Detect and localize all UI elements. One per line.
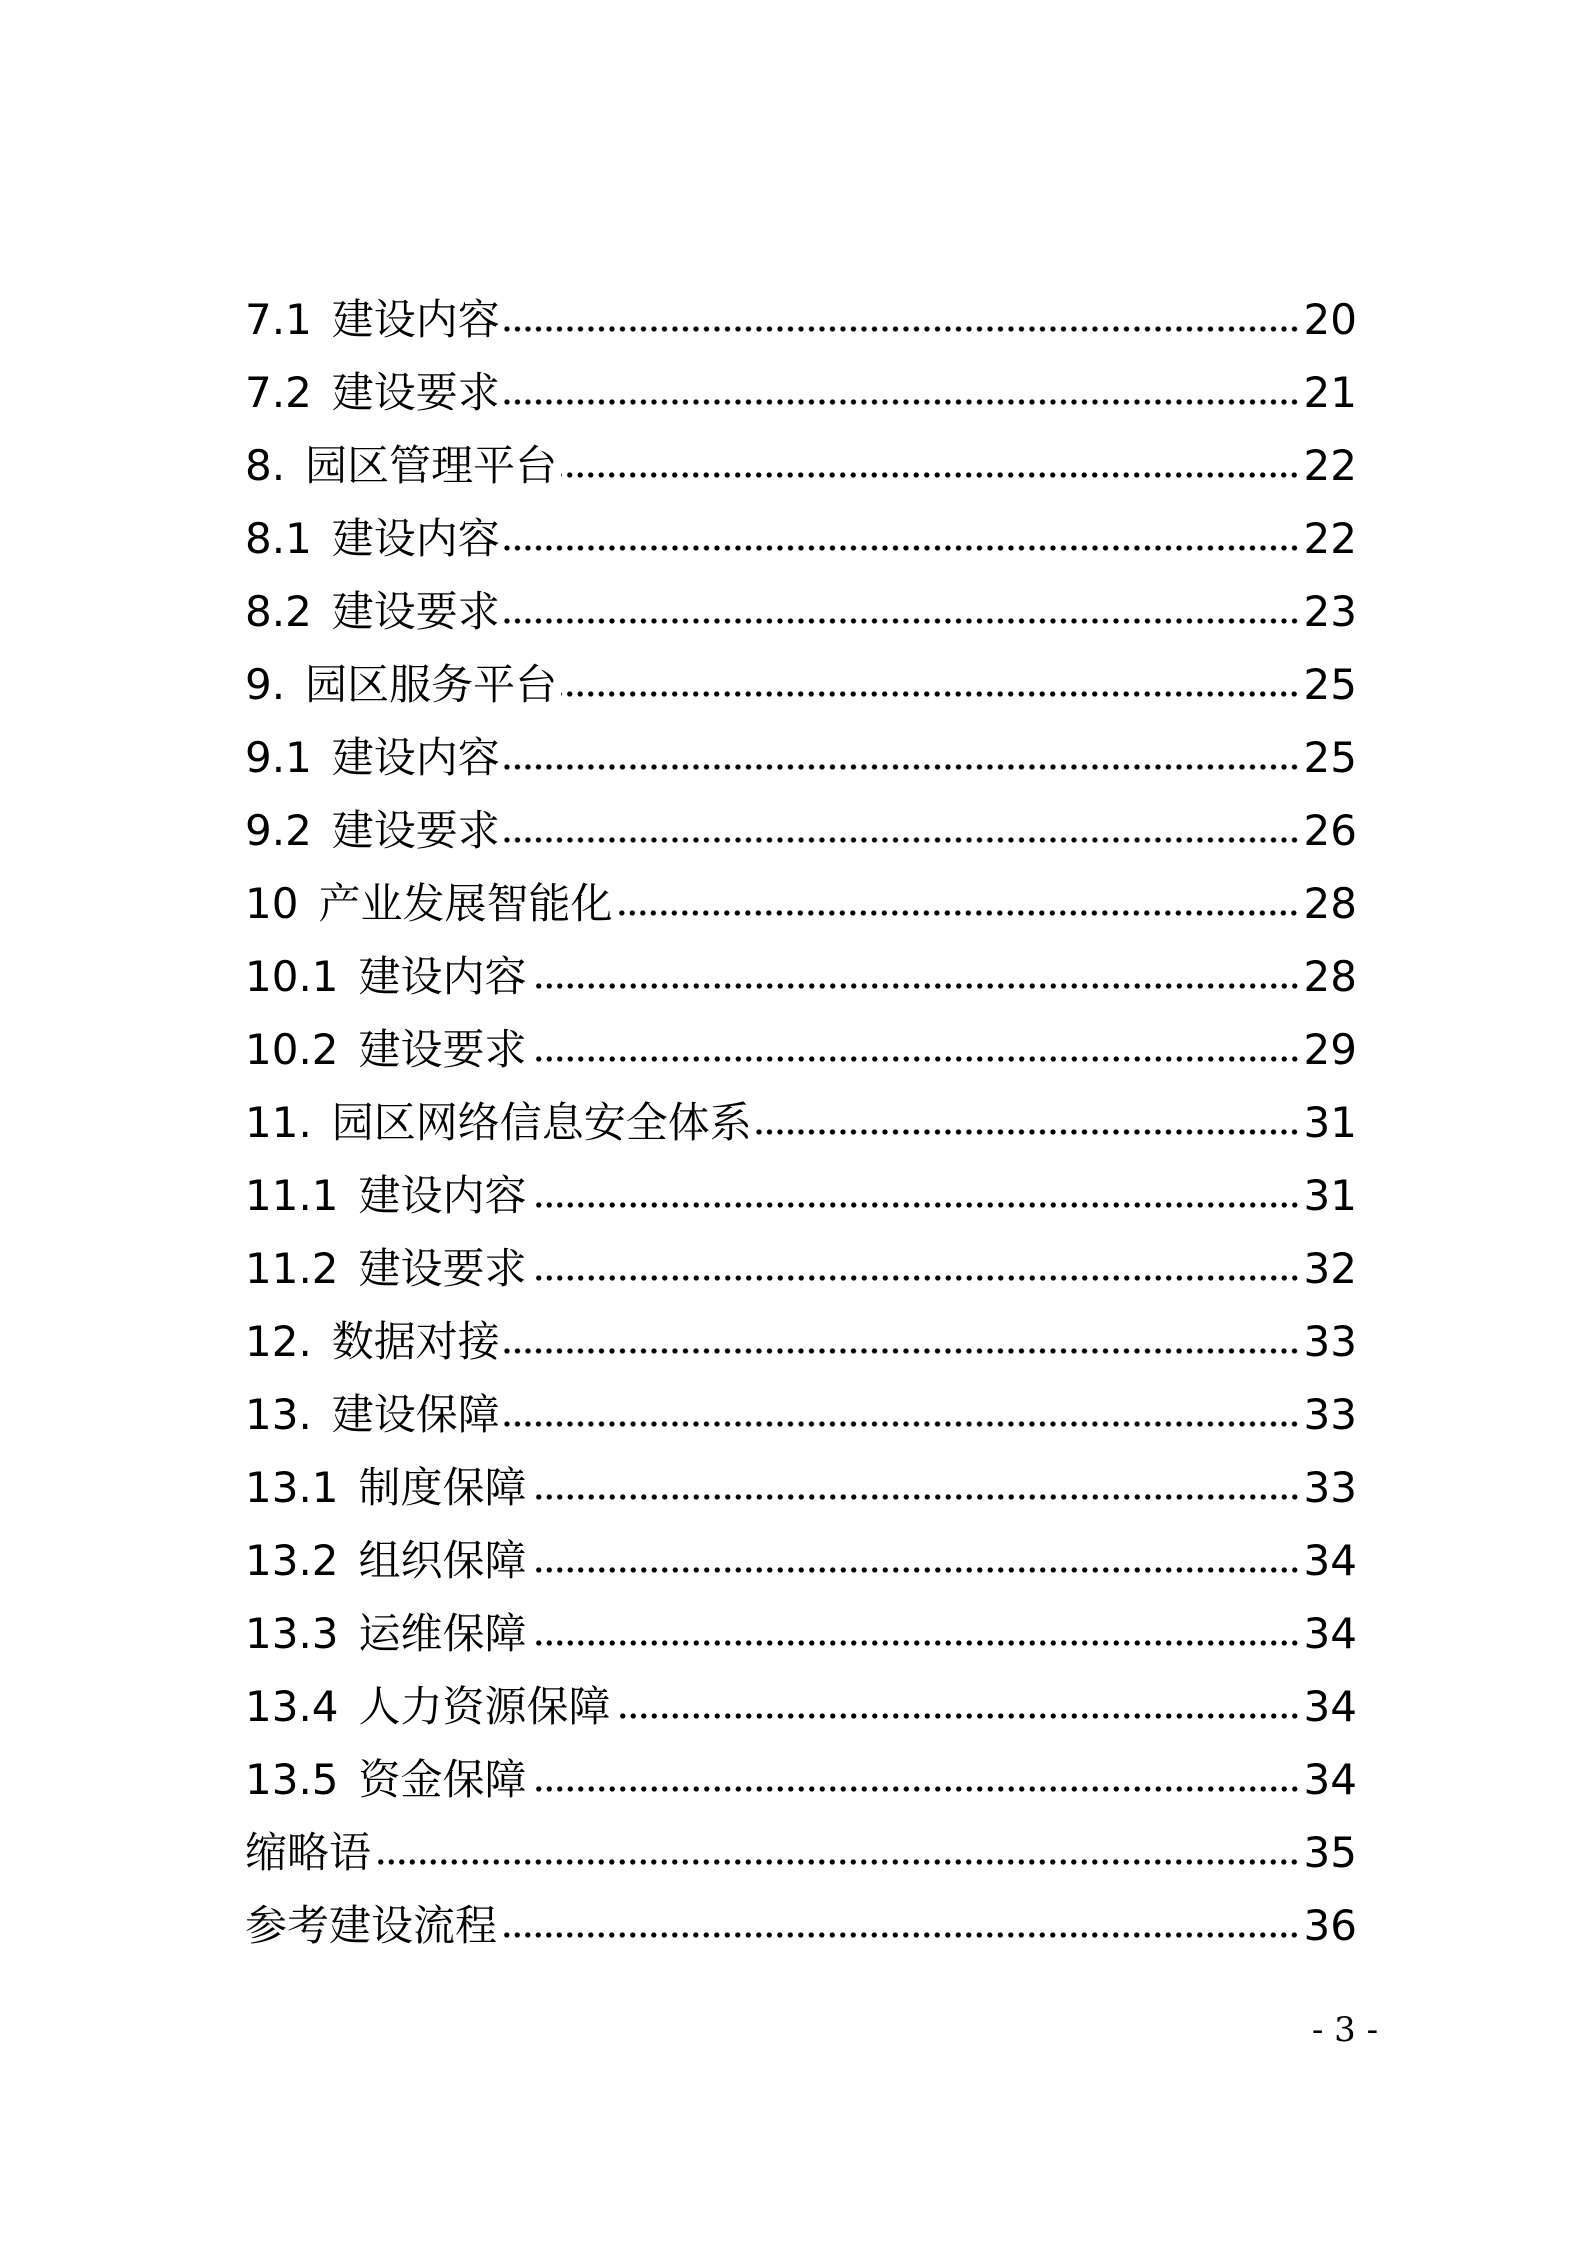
toc-entry-number: 9.2: [245, 806, 312, 855]
toc-entry-page: 35: [1303, 1828, 1357, 1877]
toc-entry-title: 缩略语: [245, 1828, 372, 1877]
toc-entry-page: 22: [1303, 441, 1357, 490]
dot-leader: [504, 1336, 1300, 1356]
toc-entry-title: 组织保障: [358, 1536, 527, 1585]
dot-leader: [531, 971, 1300, 991]
toc-entry[interactable]: [245, 721, 1357, 794]
toc-entry-number: 10.1: [245, 952, 339, 1001]
toc-entry-title: 建设要求: [358, 1025, 527, 1074]
toc-entry-title: 建设内容: [331, 514, 500, 563]
toc-entry-page: 34: [1303, 1536, 1357, 1585]
toc-entry-number: 13.5: [245, 1755, 339, 1804]
dot-leader: [616, 898, 1299, 918]
toc-entry-page: 21: [1303, 368, 1357, 417]
dot-leader: [531, 1482, 1300, 1502]
toc-entry-number: 9.: [245, 660, 286, 709]
toc-entry-number: 13.4: [245, 1682, 339, 1731]
toc-entry[interactable]: [245, 356, 1357, 429]
toc-entry[interactable]: [245, 429, 1357, 502]
toc-entry-title: 建设保障: [331, 1390, 500, 1439]
dot-leader: [504, 1409, 1300, 1429]
toc-entry-page: 25: [1303, 733, 1357, 782]
toc-entry-title: 建设要求: [331, 806, 500, 855]
dot-leader: [504, 314, 1300, 334]
toc-entry-page: 32: [1303, 1244, 1357, 1293]
dot-leader: [756, 1117, 1300, 1137]
toc-entry-page: 33: [1303, 1317, 1357, 1366]
toc-entry-title: 建设内容: [358, 1171, 527, 1220]
toc-entry-page: 31: [1303, 1098, 1357, 1147]
toc-entry[interactable]: [245, 867, 1357, 940]
toc-entry-page: 22: [1303, 514, 1357, 563]
toc-entry-title: 园区管理平台: [305, 441, 558, 490]
toc-entry-number: 10: [245, 879, 299, 928]
toc-entry-page: 36: [1303, 1901, 1357, 1950]
table-of-contents: [245, 283, 1357, 1962]
toc-entry-number: 8.2: [245, 587, 312, 636]
dot-leader: [504, 387, 1300, 407]
toc-entry-number: 13.1: [245, 1463, 339, 1512]
dot-leader: [615, 1701, 1300, 1721]
toc-entry-page: 31: [1303, 1171, 1357, 1220]
toc-entry[interactable]: [245, 1743, 1357, 1816]
toc-entry-number: 13.: [245, 1390, 312, 1439]
toc-entry-number: 13.3: [245, 1609, 339, 1658]
toc-entry-page: 34: [1303, 1609, 1357, 1658]
toc-entry-page: 33: [1303, 1463, 1357, 1512]
dot-leader: [504, 533, 1300, 553]
toc-entry[interactable]: [245, 575, 1357, 648]
toc-entry[interactable]: [245, 502, 1357, 575]
toc-entry-number: 9.1: [245, 733, 312, 782]
toc-entry-title: 参考建设流程: [245, 1901, 498, 1950]
page-number: - 3 -: [1311, 2010, 1379, 2050]
toc-entry-title: 建设要求: [331, 368, 500, 417]
toc-entry-title: 建设要求: [331, 587, 500, 636]
toc-entry-page: 34: [1303, 1682, 1357, 1731]
toc-entry[interactable]: [245, 1159, 1357, 1232]
toc-entry-title: 资金保障: [358, 1755, 527, 1804]
toc-entry[interactable]: [245, 940, 1357, 1013]
toc-entry-title: 建设内容: [331, 733, 500, 782]
dot-leader: [531, 1190, 1300, 1210]
toc-entry-number: 7.2: [245, 368, 312, 417]
dot-leader: [561, 460, 1299, 480]
toc-entry[interactable]: [245, 648, 1357, 721]
toc-entry-title: 人力资源保障: [358, 1682, 611, 1731]
dot-leader: [531, 1774, 1300, 1794]
toc-entry-page: 33: [1303, 1390, 1357, 1439]
dot-leader: [531, 1263, 1300, 1283]
toc-entry[interactable]: [245, 1524, 1357, 1597]
toc-entry-page: 25: [1303, 660, 1357, 709]
toc-entry-title: 数据对接: [331, 1317, 500, 1366]
toc-entry[interactable]: [245, 1670, 1357, 1743]
toc-entry-title: 建设要求: [358, 1244, 527, 1293]
dot-leader: [531, 1555, 1300, 1575]
toc-entry[interactable]: [245, 1305, 1357, 1378]
toc-entry-number: 8.: [245, 441, 286, 490]
toc-entry-title: 制度保障: [358, 1463, 527, 1512]
dot-leader: [561, 679, 1299, 699]
toc-entry[interactable]: [245, 1378, 1357, 1451]
dot-leader: [504, 825, 1300, 845]
toc-entry-number: 11.: [245, 1098, 312, 1147]
toc-entry-page: 20: [1303, 295, 1357, 344]
toc-entry-number: 11.1: [245, 1171, 339, 1220]
toc-entry-title: 园区网络信息安全体系: [331, 1098, 752, 1147]
toc-entry[interactable]: [245, 1889, 1357, 1962]
toc-entry-page: 26: [1303, 806, 1357, 855]
toc-entry-title: 产业发展智能化: [318, 879, 613, 928]
toc-entry[interactable]: [245, 794, 1357, 867]
dot-leader: [504, 752, 1300, 772]
toc-entry-number: 11.2: [245, 1244, 339, 1293]
toc-entry-page: 28: [1303, 879, 1357, 928]
toc-entry-number: 10.2: [245, 1025, 339, 1074]
dot-leader: [504, 606, 1300, 626]
toc-entry[interactable]: [245, 1816, 1357, 1889]
dot-leader: [531, 1044, 1300, 1064]
dot-leader: [375, 1847, 1300, 1867]
toc-entry-page: 29: [1303, 1025, 1357, 1074]
toc-entry-title: 运维保障: [358, 1609, 527, 1658]
toc-entry-number: 7.1: [245, 295, 312, 344]
toc-entry[interactable]: [245, 1597, 1357, 1670]
dot-leader: [501, 1920, 1300, 1940]
toc-entry-number: 13.2: [245, 1536, 339, 1585]
toc-entry-page: 34: [1303, 1755, 1357, 1804]
toc-entry-page: 23: [1303, 587, 1357, 636]
toc-entry[interactable]: [245, 1086, 1357, 1159]
toc-entry[interactable]: [245, 1232, 1357, 1305]
toc-entry[interactable]: [245, 1451, 1357, 1524]
toc-entry-title: 建设内容: [358, 952, 527, 1001]
toc-entry-title: 园区服务平台: [305, 660, 558, 709]
toc-entry-number: 12.: [245, 1317, 312, 1366]
toc-entry-number: 8.1: [245, 514, 312, 563]
toc-entry[interactable]: [245, 1013, 1357, 1086]
toc-entry-page: 28: [1303, 952, 1357, 1001]
toc-entry-title: 建设内容: [331, 295, 500, 344]
toc-entry[interactable]: [245, 283, 1357, 356]
dot-leader: [531, 1628, 1300, 1648]
